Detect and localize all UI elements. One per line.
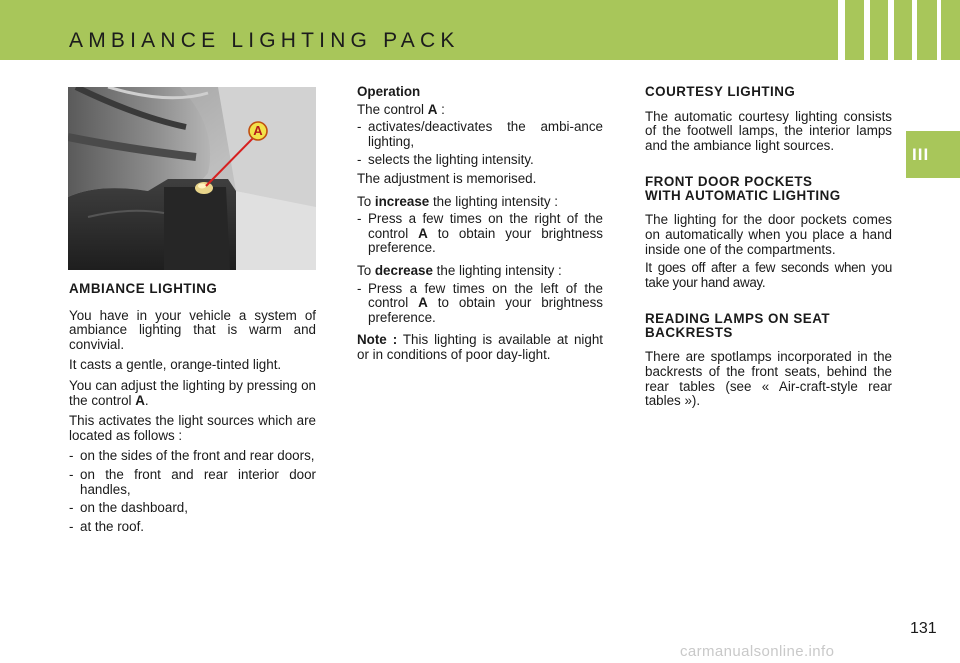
column-operation — [357, 85, 603, 369]
list-item: - Press a few times on the right of the control A to obtain your brightness preference. — [357, 211, 603, 256]
page-number: 131 — [910, 620, 937, 637]
operation-list — [357, 120, 603, 168]
list-item: - Press a few times on the left of the control A to obtain your brightness preference. — [357, 280, 603, 325]
ambiance-paragraph-3-end: . — [144, 392, 149, 408]
ambiance-paragraph-1: You have in your vehicle a system of ambiance lighting that is warm and convivial. — [69, 307, 316, 352]
note-label: Note : — [357, 332, 398, 348]
list-item: - on the front and rear interior door handles, — [69, 466, 316, 497]
list-item: - activates/deactivates the ambi-ance lighting, — [357, 119, 603, 149]
ambiance-paragraph-2: It casts a gentle, orange-tinted light. — [69, 357, 282, 373]
ambiance-paragraph-3-text: You can adjust the lighting by pressing on the control — [69, 377, 316, 408]
courtesy-paragraph: The automatic courtesy lighting consists of the footwell lamps, the interior lamps and the ambiance light sources. — [645, 108, 892, 153]
list-item: - at the roof. — [69, 518, 145, 534]
page-title: AMBIANCE LIGHTING PACK — [69, 29, 460, 52]
decrease-list — [357, 282, 603, 326]
dashboard-photo-illustration — [68, 87, 316, 270]
list-item: - on the sides of the front and rear doors, — [69, 448, 315, 464]
watermark: carmanualsonline.info — [680, 643, 835, 660]
header-stripe-4 — [912, 0, 917, 60]
header-band — [0, 0, 960, 60]
section-heading-courtesy: COURTESY LIGHTING — [645, 84, 796, 99]
control-line: The control A : — [357, 101, 445, 117]
section-heading-ambiance: AMBIANCE LIGHTING — [69, 281, 218, 296]
increase-heading: To increase the lighting intensity : — [357, 193, 559, 209]
control-a-ref: A — [135, 392, 145, 408]
note-paragraph: Note : This lighting is available at night or in conditions of poor day-light. — [357, 332, 603, 362]
section-heading-operation: Operation — [357, 84, 421, 99]
ambiance-paragraph-4: This activates the light sources which are located as follows : — [69, 413, 316, 443]
column-ambiance-lighting — [69, 282, 316, 540]
section-heading-door-pockets: FRONT DOOR POCKETS WITH AUTOMATIC LIGHTING — [645, 174, 841, 204]
light-sources-list — [69, 449, 316, 534]
door-pockets-paragraph-1: The lighting for the door pockets comes on automatically when you place a hand inside one of the compartments. — [645, 212, 892, 257]
ambiance-paragraph-3 — [69, 379, 316, 408]
increase-list — [357, 212, 603, 256]
column-courtesy-lighting — [645, 85, 892, 415]
reading-lamps-paragraph: There are spotlamps incorporated in the backrests of the front seats, behind the rear tables (see « Air-craft-style rear tables »). — [645, 349, 892, 409]
control-a-ref: A — [427, 101, 438, 117]
memorised-text: The adjustment is memorised. — [357, 170, 537, 186]
door-pockets-paragraph-2: It goes off after a few seconds when you take your hand away. — [645, 260, 892, 290]
list-item: - selects the lighting intensity. — [357, 152, 534, 168]
callout-label-a: A — [253, 123, 263, 138]
header-stripe-1 — [838, 0, 845, 60]
chapter-label: III — [912, 145, 930, 164]
dashboard-photo — [68, 87, 316, 270]
header-stripe-3 — [888, 0, 894, 60]
header-stripe-2 — [864, 0, 870, 60]
decrease-heading: To decrease the lighting intensity : — [357, 262, 562, 278]
section-heading-reading-lamps: READING LAMPS ON SEAT BACKRESTS — [645, 311, 831, 341]
list-item: - on the dashboard, — [69, 500, 188, 516]
header-stripe-5 — [937, 0, 941, 60]
